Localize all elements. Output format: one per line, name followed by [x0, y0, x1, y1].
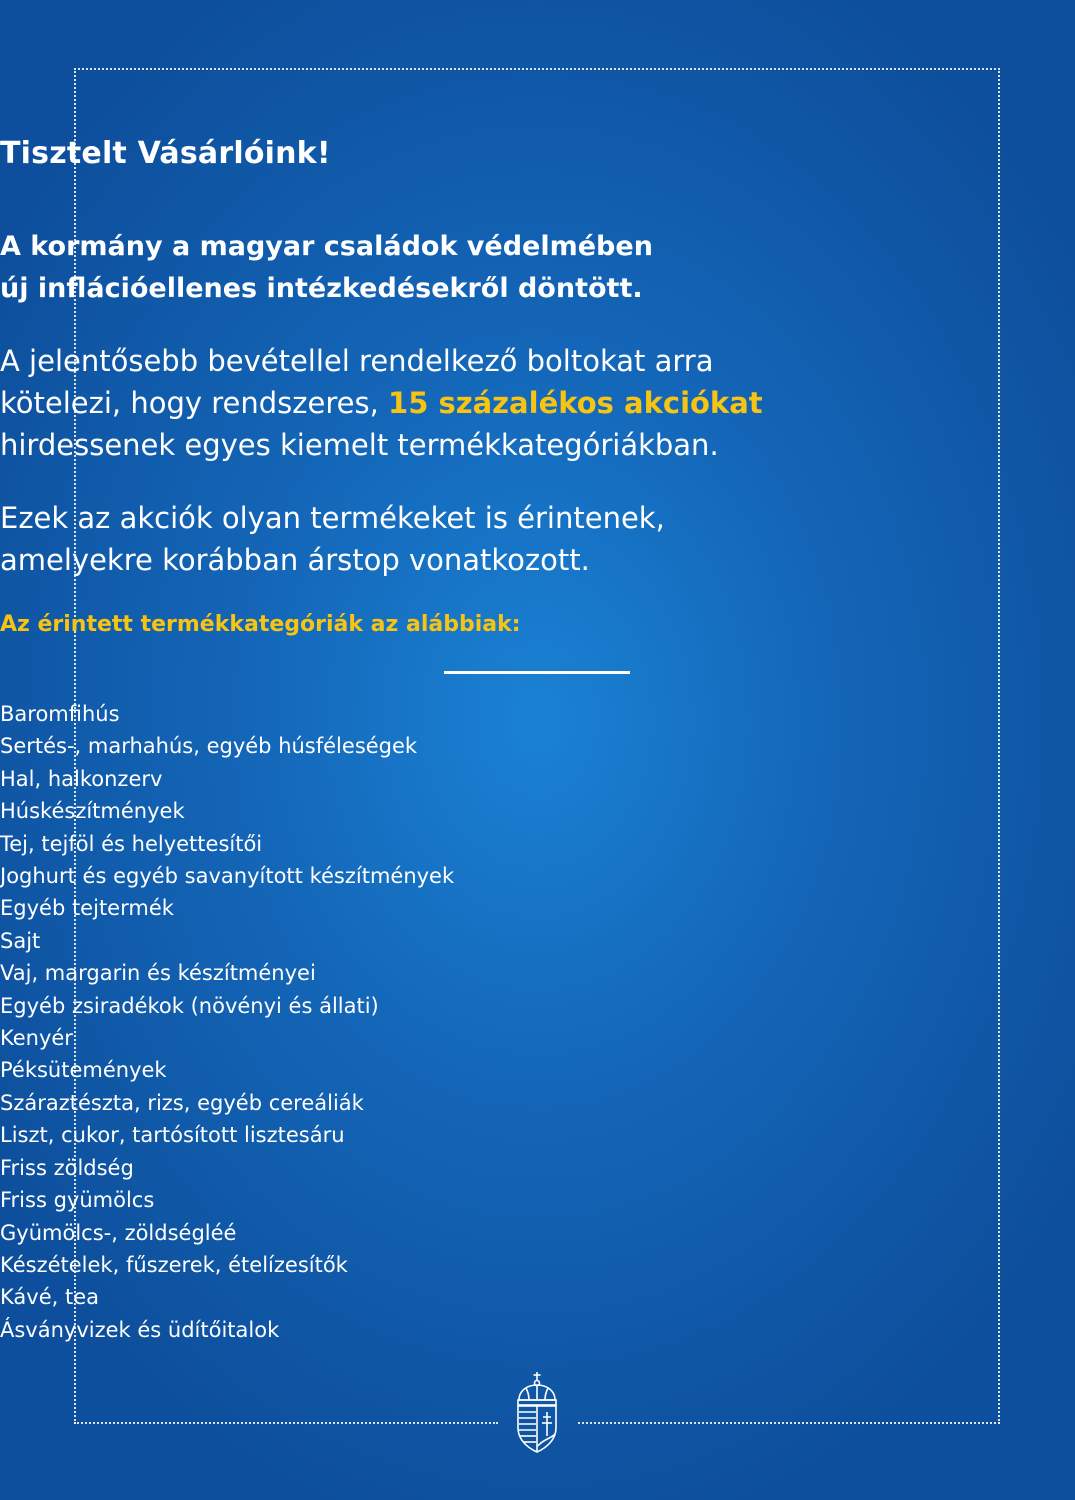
categories-heading: Az érintett termékkategóriák az alábbiak: — [0, 612, 521, 637]
paragraph-1-line-1: A jelentősebb bevétellel rendelkező boltokat arra — [0, 344, 714, 378]
list-item: Péksütemények — [0, 1058, 167, 1083]
list-item: Friss gyümölcs — [0, 1188, 155, 1213]
category-list — [0, 698, 1075, 1346]
paragraph-1-line-3: hirdessenek egyes kiemelt termékkategóriákban. — [0, 428, 719, 462]
list-item: Készételek, fűszerek, ételízesítők — [0, 1252, 348, 1277]
page-title: Tisztelt Vásárlóink! — [0, 136, 331, 171]
list-item: Tej, tejföl és helyettesítői — [0, 831, 263, 856]
list-item: Egyéb zsiradékok (növényi és állati) — [0, 993, 379, 1018]
lead-line-1: A kormány a magyar családok védelmében — [0, 231, 653, 262]
divider — [444, 671, 630, 674]
hungarian-coat-of-arms-icon — [512, 1370, 562, 1454]
list-item: Egyéb tejtermék — [0, 896, 174, 921]
list-item: Gyümölcs-, zöldségléé — [0, 1220, 237, 1245]
list-item: Hal, halkonzerv — [0, 766, 163, 791]
list-item: Kávé, tea — [0, 1285, 99, 1310]
paragraph-price-freeze — [0, 497, 1075, 581]
paragraph-2-line-2: amelyekre korábban árstop vonatkozott. — [0, 543, 590, 577]
lead-line-2: új inflációellenes intézkedésekről döntött. — [0, 273, 643, 304]
list-item: Sajt — [0, 928, 41, 953]
list-item: Sertés-, marhahús, egyéb húsféleségek — [0, 734, 418, 759]
list-item: Friss zöldség — [0, 1155, 134, 1180]
list-item: Húskészítmények — [0, 799, 185, 824]
dotted-frame-bottom-right — [578, 1422, 1000, 1424]
discount-highlight: 15 százalékos akciókat — [388, 386, 763, 420]
list-item: Száraztészta, rizs, egyéb cereáliák — [0, 1090, 364, 1115]
list-item: Kenyér — [0, 1026, 73, 1051]
dotted-frame-bottom-left — [74, 1422, 498, 1424]
paragraph-1-line-2 — [0, 382, 1075, 424]
list-item: Liszt, cukor, tartósított lisztesáru — [0, 1123, 345, 1148]
list-item: Ásványvizek és üdítőitalok — [0, 1317, 280, 1342]
list-item: Joghurt és egyéb savanyított készítmények — [0, 864, 455, 889]
paragraph-obligation — [0, 340, 1075, 466]
list-item: Baromfihús — [0, 702, 120, 726]
list-item: Vaj, margarin és készítményei — [0, 961, 316, 986]
paragraph-2-line-1: Ezek az akciók olyan termékeket is érintenek, — [0, 501, 665, 535]
paragraph-1-line-2-text: kötelezi, hogy rendszeres, — [0, 386, 389, 420]
lead-text — [0, 226, 1075, 310]
